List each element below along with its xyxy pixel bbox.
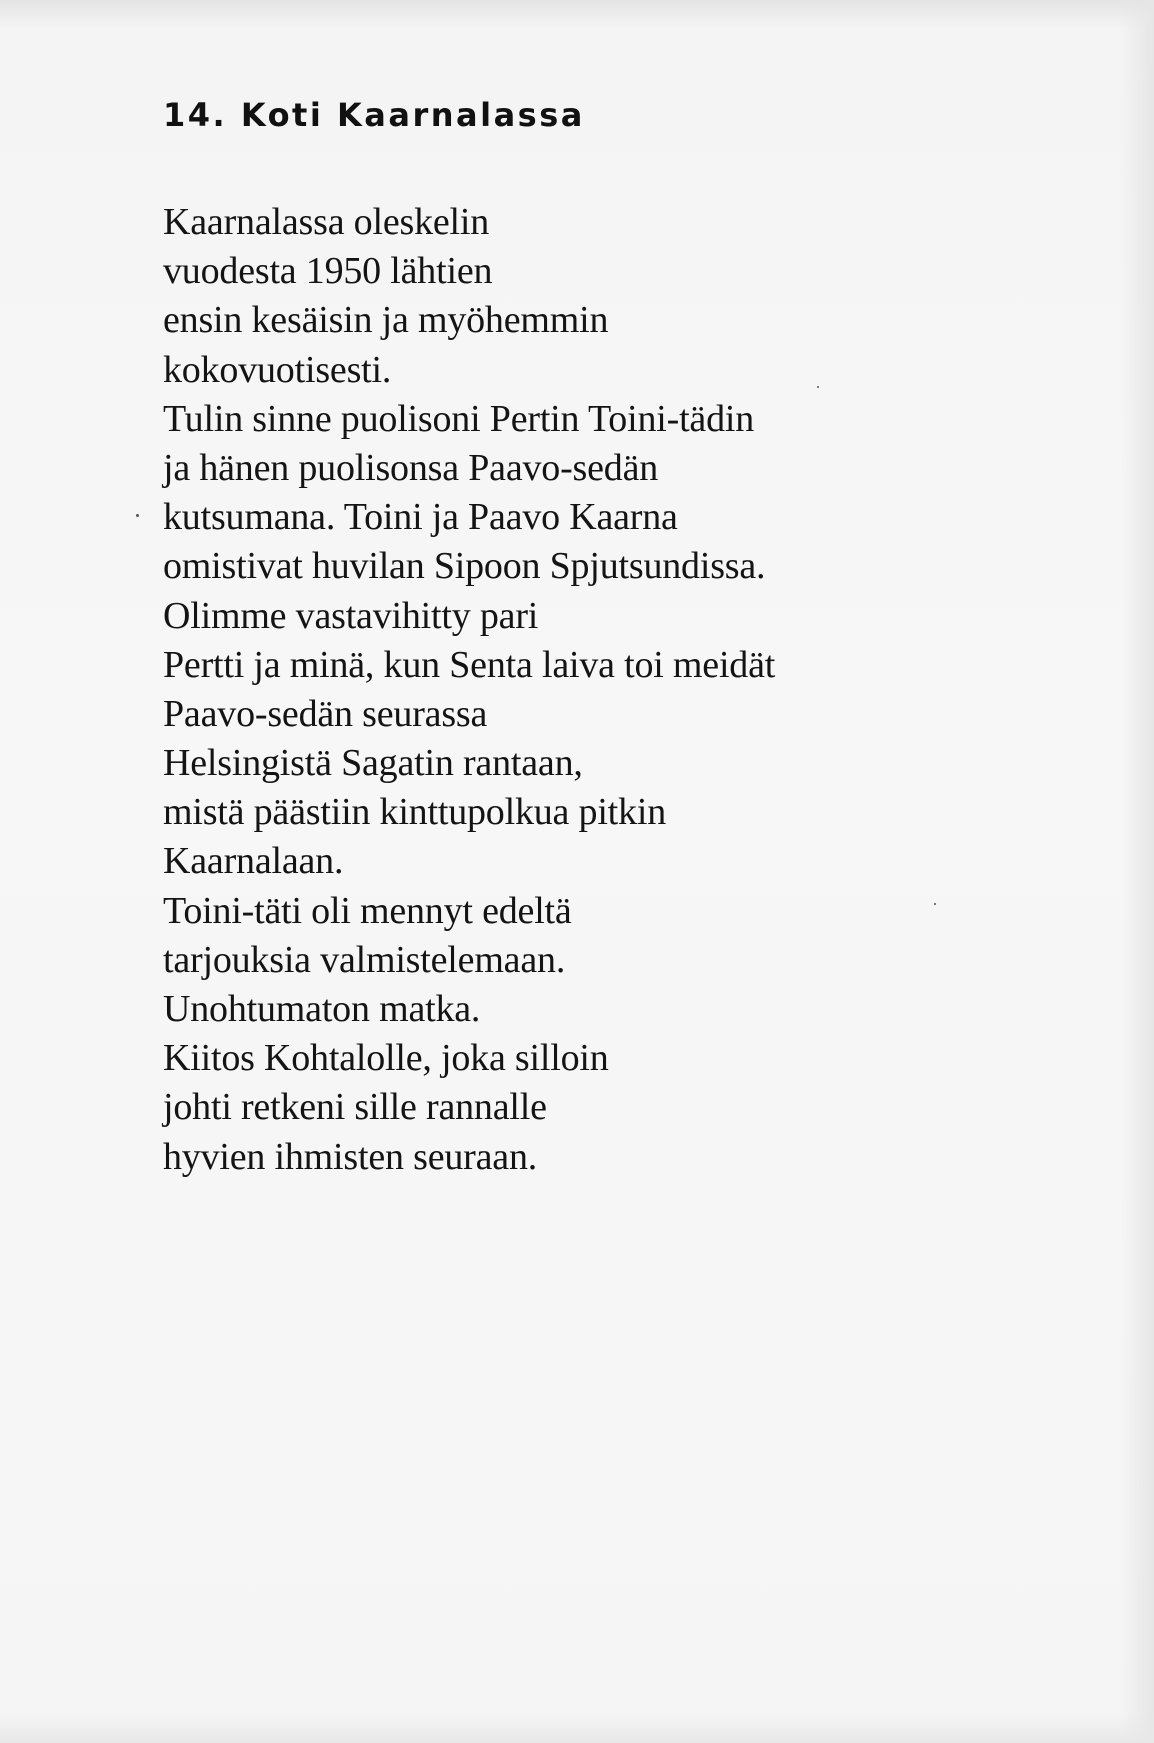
poem-line: ja hänen puolisonsa Paavo-sedän (163, 446, 659, 489)
poem-line: Tulin sinne puolisoni Pertin Toini-tädin (163, 397, 755, 440)
poem-line: Helsingistä Sagatin rantaan, (163, 742, 583, 785)
page-edge-shadow-top (0, 0, 1154, 28)
print-speck (136, 514, 139, 517)
poem-line: vuodesta 1950 lähtien (163, 250, 493, 293)
poem-line: kokovuotisesti. (163, 348, 392, 391)
page-edge-shadow-right (1120, 0, 1154, 1743)
page-edge-shadow-bottom (0, 1713, 1154, 1743)
poem-line: Toini-täti oli mennyt edeltä (163, 889, 572, 932)
poem-line: Kaarnalaan. (163, 840, 344, 883)
poem-text (163, 198, 775, 1182)
poem-line: Unohtumaton matka. (163, 988, 481, 1030)
print-speck (934, 903, 936, 905)
poem-line: Kaarnalassa oleskelin (163, 201, 490, 243)
poem-line: omistivat huvilan Sipoon Spjutsundissa. (163, 545, 766, 588)
poem-line: ensin kesäisin ja myöhemmin (163, 299, 609, 342)
poem-line: johti retkeni sille rannalle (163, 1086, 547, 1129)
poem-line: Olimme vastavihitty pari (163, 594, 539, 637)
poem-line: Kiitos Kohtalolle, joka silloin (163, 1037, 609, 1080)
poem-line: Paavo-sedän seurassa (163, 692, 488, 735)
poem-line: Pertti ja minä, kun Senta laiva toi meidät (163, 643, 776, 686)
poem-line: hyvien ihmisten seuraan. (163, 1135, 538, 1178)
print-speck (817, 386, 819, 388)
poem-line: tarjouksia valmistelemaan. (163, 938, 566, 981)
poem-line: mistä päästiin kinttupolkua pitkin (163, 791, 666, 834)
chapter-heading: 14. Koti Kaarnalassa (163, 96, 585, 134)
poem-line: kutsumana. Toini ja Paavo Kaarna (163, 496, 678, 539)
